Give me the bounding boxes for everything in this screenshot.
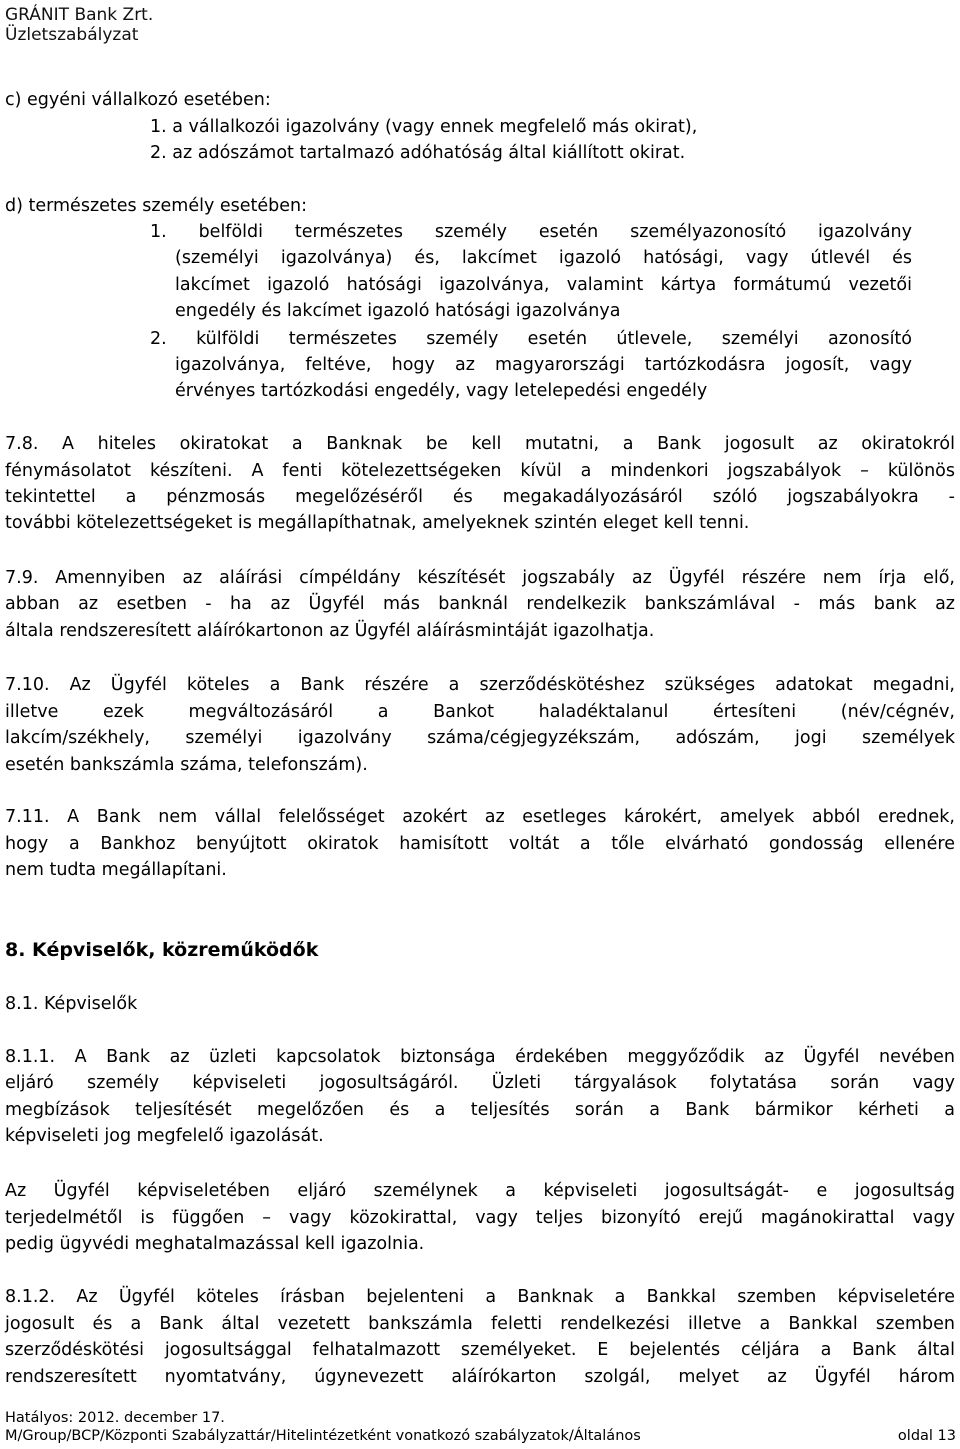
- para-8-1-2-line: szerződéskötési jogosultsággal felhatalmazott személyeket. E bejelentés céljára a Bank által: [5, 1340, 955, 1360]
- section-d-item-2-line: igazolványa, feltéve, hogy az magyarországi tartózkodásra jogosít, vagy: [175, 355, 912, 375]
- para-7-11-line: nem tudta megállapítani.: [5, 860, 227, 880]
- section-c-item-2: 2. az adószámot tartalmazó adóhatóság által kiállított okirat.: [150, 143, 686, 163]
- para-representation-line: Az Ügyfél képviseletében eljáró személynek a képviseleti jogosultságát- e jogosultság: [5, 1181, 955, 1201]
- section-d-item-1-line: engedély és lakcímet igazoló hatósági igazolványa: [175, 301, 621, 321]
- para-8-1-1-line: 8.1.1. A Bank az üzleti kapcsolatok biztonsága érdekében meggyőződik az Ügyfél nevében: [5, 1047, 955, 1067]
- para-8-1-2-line: rendszeresített nyomtatvány, úgynevezett aláírókarton szolgál, melyet az Ügyfél három: [5, 1367, 955, 1387]
- para-7-10-line: 7.10. Az Ügyfél köteles a Bank részére a szerződéskötéshez szükséges adatokat megadni,: [5, 675, 955, 695]
- para-7-8-line: tekintettel a pénzmosás megelőzéséről és megakadályozásáról szóló jogszabályokra -: [5, 487, 955, 507]
- footer-path: M/Group/BCP/Központi Szabályzattár/Hitelintézetként vonatkozó szabályzatok/Általános: [5, 1428, 641, 1444]
- section-d-item-1-line: lakcímet igazoló hatósági igazolványa, valamint kártya formátumú vezetői: [175, 275, 912, 295]
- para-representation-line: terjedelmétől is függően – vagy közokirattal, vagy teljes bizonyító erejű magánokirattal vagy: [5, 1208, 955, 1228]
- para-8-1-1-line: eljáró személy képviseleti jogosultságáról. Üzleti tárgyalások folytatása során vagy: [5, 1073, 955, 1093]
- para-7-8-line: fénymásolatot készíteni. A fenti kötelezettségeken kívül a mindenkori jogszabályok – különös: [5, 461, 955, 481]
- para-8-1-1-line: megbízások teljesítését megelőzően és a teljesítés során a Bank bármikor kérheti a: [5, 1100, 955, 1120]
- para-7-11-line: hogy a Bankhoz benyújtott okiratok hamisított voltát a tőle elvárható gondosság ellenére: [5, 834, 955, 854]
- section-d-title: d) természetes személy esetében:: [5, 196, 308, 216]
- section-8-heading: 8. Képviselők, közreműködők: [5, 939, 319, 961]
- para-7-8-line: további kötelezettségeket is megállapíthatnak, amelyeknek szintén eleget kell tenni.: [5, 513, 750, 533]
- section-d-item-1-line: 1. belföldi természetes személy esetén személyazonosító igazolvány: [150, 222, 912, 242]
- section-d-item-2-line: 2. külföldi természetes személy esetén útlevele, személyi azonosító: [150, 329, 912, 349]
- section-d-item-2-line: érvényes tartózkodási engedély, vagy letelepedési engedély: [175, 381, 708, 401]
- footer-effective-date: Hatályos: 2012. december 17.: [5, 1410, 225, 1426]
- section-8-1-heading: 8.1. Képviselők: [5, 994, 138, 1014]
- para-8-1-2-line: jogosult és a Bank által vezetett bankszámla feletti rendelkezési illetve a Bankkal szemben: [5, 1314, 955, 1334]
- para-representation-line: pedig ügyvédi meghatalmazással kell igazolnia.: [5, 1234, 425, 1254]
- para-7-8-line: 7.8. A hiteles okiratokat a Banknak be kell mutatni, a Bank jogosult az okiratokról: [5, 434, 955, 454]
- para-7-9-line: abban az esetben - ha az Ügyfél más banknál rendelkezik bankszámlával - más bank az: [5, 594, 955, 614]
- para-7-10-line: lakcím/székhely, személyi igazolvány száma/cégjegyzékszám, adószám, jogi személyek: [5, 728, 955, 748]
- para-8-1-2-line: 8.1.2. Az Ügyfél köteles írásban bejelenteni a Banknak a Bankkal szemben képviseletére: [5, 1287, 955, 1307]
- company-name: GRÁNIT Bank Zrt.: [5, 5, 154, 25]
- document-title: Üzletszabályzat: [5, 25, 139, 45]
- para-7-9-line: általa rendszeresített aláírókartonon az Ügyfél aláírásmintáját igazolhatja.: [5, 621, 655, 641]
- section-d-item-1-line: (személyi igazolványa) és, lakcímet igazoló hatósági, vagy útlevél és: [175, 248, 912, 268]
- para-8-1-1-line: képviseleti jog megfelelő igazolását.: [5, 1126, 324, 1146]
- section-c-title: c) egyéni vállalkozó esetében:: [5, 90, 271, 110]
- section-c-item-1: 1. a vállalkozói igazolvány (vagy ennek megfelelő más okirat),: [150, 117, 698, 137]
- para-7-10-line: illetve ezek megváltozásáról a Bankot haladéktalanul értesíteni (név/cégnév,: [5, 702, 955, 722]
- page-header: [5, 5, 153, 45]
- para-7-10-line: esetén bankszámla száma, telefonszám).: [5, 755, 368, 775]
- para-7-11-line: 7.11. A Bank nem vállal felelősséget azokért az esetleges károkért, amelyek abból erednek,: [5, 807, 955, 827]
- para-7-9-line: 7.9. Amennyiben az aláírási címpéldány készítését jogszabály az Ügyfél részére nem írja elő,: [5, 568, 955, 588]
- footer-page-number: oldal 13: [897, 1428, 956, 1444]
